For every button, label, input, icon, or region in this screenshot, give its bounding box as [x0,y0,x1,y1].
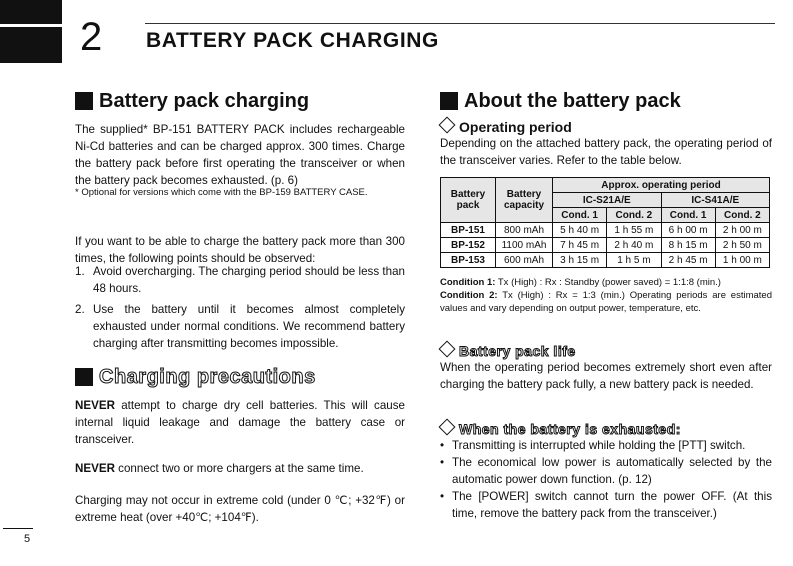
subheading-battery-exhausted [438,420,681,438]
charging-paragraph: The supplied* BP-151 BATTERY PACK includes rechargeable Ni-Cd batteries and can be charged approx. 300 times. Charge the battery pack before first operating the transceiver or when the battery pack becomes exhausted. (p. 6) [75,123,405,187]
charging-footnote: * Optional for versions which come with the BP-159 BATTERY CASE. [75,187,368,198]
table-cell: 1 h 00 m [715,253,769,268]
diamond-icon [439,117,456,134]
precaution-chargers [75,460,405,477]
list-item-text: The economical low power is automatically selected by the automatic power down function. (p. 12) [452,456,772,486]
list-item [440,488,772,522]
list-item-text: Avoid overcharging. The charging period should be less than 48 hours. [93,265,405,295]
table-cell: 1 h 55 m [607,223,661,238]
table-header-group: Approx. operating period [553,178,770,193]
table-row [441,253,770,268]
never-label: NEVER [75,462,115,475]
chapter-tab-top [0,0,62,24]
table-cell: 5 h 40 m [553,223,607,238]
table-cell: 2 h 50 m [715,238,769,253]
page-number-rule [3,528,33,529]
bullet-icon: • [440,490,445,503]
list-item [440,437,772,454]
header-rule [145,23,775,24]
table-header-cond: Cond. 1 [553,208,607,223]
subheading-text: Operating period [459,119,572,135]
chapter-title: BATTERY PACK CHARGING [146,29,439,52]
condition-text: Tx (High) : Rx = 1:3 (min.) Operating periods are estimated values and vary depending on output power, temperature, etc. [440,290,772,314]
table-cell-capacity: 600 mAh [496,253,553,268]
exhausted-list [440,437,772,522]
precaution-dry-cell [75,397,405,448]
table-cell: 2 h 45 m [661,253,715,268]
table-cell-pack: BP-153 [441,253,496,268]
table-header-model: IC-S41A/E [661,193,770,208]
table-cell-pack: BP-152 [441,238,496,253]
subheading-battery-pack-life [438,342,576,360]
square-bullet-icon [75,92,93,110]
table-header-cond: Cond. 2 [607,208,661,223]
table-cell: 2 h 40 m [607,238,661,253]
precaution-text: connect two or more chargers at the same time. [114,462,364,475]
condition-label: Condition 2: [440,290,498,301]
charging-intro: If you want to be able to charge the battery pack more than 300 times, the following points should be observed: [75,235,405,265]
table-cell: 2 h 00 m [715,223,769,238]
table-cell: 6 h 00 m [661,223,715,238]
section-heading-about-battery-pack [440,89,681,113]
list-item-text: The [POWER] switch cannot turn the power OFF. (At this time, remove the battery pack from the transceiver.) [452,490,772,520]
list-item-text: Use the battery until it becomes almost completely exhausted under normal conditions. We recommend battery charging after transmitting becomes impossible. [93,303,405,350]
list-number: 1. [75,265,85,278]
condition-text: Tx (High) : Rx : Standby (power saved) = 1:1:8 (min.) [495,277,721,288]
section-heading-battery-pack-charging [75,89,309,113]
list-item [440,454,772,488]
section-heading-charging-precautions [75,365,316,389]
table-cell: 3 h 15 m [553,253,607,268]
table-header-cond: Cond. 2 [715,208,769,223]
table-cell: 8 h 15 m [661,238,715,253]
table-cell: 1 h 5 m [607,253,661,268]
table-header-cond: Cond. 1 [661,208,715,223]
table-row [441,238,770,253]
square-bullet-icon [440,92,458,110]
precaution-text: attempt to charge dry cell batteries. This will cause internal liquid leakage and damage the battery case or transceiver. [75,399,405,446]
subheading-operating-period [438,118,572,136]
diamond-icon [439,419,456,436]
list-item [75,263,405,297]
table-header-pack: Battery pack [441,178,496,223]
bullet-icon: • [440,439,445,452]
condition-2 [440,289,772,315]
table-cell-capacity: 800 mAh [496,223,553,238]
diamond-icon [439,341,456,358]
table-header-model: IC-S21A/E [553,193,662,208]
section-heading-text: Battery pack charging [99,90,310,112]
never-label: NEVER [75,399,115,412]
condition-label: Condition 1: [440,277,496,288]
table-conditions [440,276,772,315]
battery-life-text: When the operating period becomes extremely short even after charging the battery pack fully, a new battery pack is needed. [440,361,772,391]
operating-period-text: Depending on the attached battery pack, the operating period of the transceiver varies. Refer to the table below. [440,137,772,167]
chapter-tab-bottom [0,27,62,63]
bullet-icon: • [440,456,445,469]
condition-1 [440,276,772,289]
square-bullet-icon [75,368,93,386]
precaution-temperature: Charging may not occur in extreme cold (under 0 ℃; +32℉) or extreme heat (over +40℃; +104℉). [75,494,405,524]
table-row [441,223,770,238]
subheading-text: Battery pack life [459,343,576,359]
table-header-capacity: Battery capacity [496,178,553,223]
section-heading-text: About the battery pack [464,90,681,112]
list-item-text: Transmitting is interrupted while holding the [PTT] switch. [452,439,746,452]
operating-period-table [440,177,770,268]
list-item [75,301,405,352]
list-number: 2. [75,303,85,316]
chapter-number: 2 [80,15,103,59]
table-cell-capacity: 1100 mAh [496,238,553,253]
table-cell-pack: BP-151 [441,223,496,238]
table-cell: 7 h 45 m [553,238,607,253]
page-number: 5 [24,533,31,545]
charging-tips-list [75,263,405,352]
section-heading-text: Charging precautions [99,366,316,388]
subheading-text: When the battery is exhausted: [459,421,681,437]
